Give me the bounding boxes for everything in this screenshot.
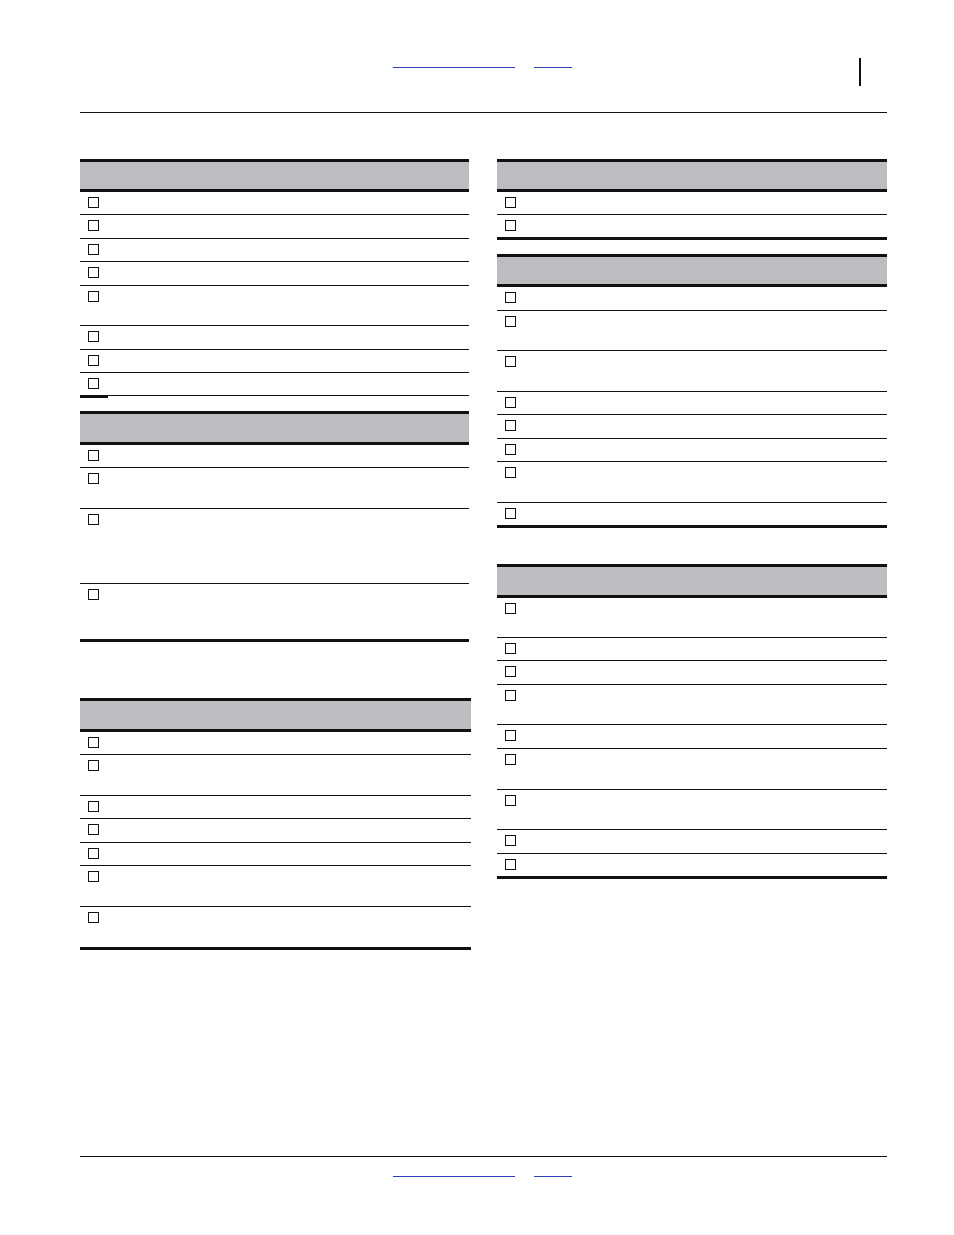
footer-link-2[interactable] <box>534 1176 572 1177</box>
checkbox[interactable] <box>88 450 99 461</box>
checklist-row <box>497 351 887 392</box>
checklist-row <box>80 326 469 350</box>
header-link-1[interactable] <box>393 67 515 68</box>
checklist-row <box>497 462 887 503</box>
checkbox[interactable] <box>88 473 99 484</box>
checklist-row <box>497 749 887 790</box>
checkbox[interactable] <box>505 508 516 519</box>
checklist-row <box>80 445 469 468</box>
checklist-row <box>80 373 469 396</box>
checklist-row <box>497 503 887 528</box>
checkbox[interactable] <box>88 801 99 812</box>
footer-rule <box>80 1156 887 1157</box>
checkbox[interactable] <box>505 754 516 765</box>
header-rule <box>80 112 887 113</box>
checkbox[interactable] <box>505 666 516 677</box>
checklist-row <box>80 755 471 796</box>
checkbox[interactable] <box>88 267 99 278</box>
checkbox[interactable] <box>505 690 516 701</box>
checklist-row <box>80 350 469 373</box>
checkbox[interactable] <box>88 912 99 923</box>
checkbox[interactable] <box>88 848 99 859</box>
checkbox[interactable] <box>88 737 99 748</box>
checkbox[interactable] <box>505 643 516 654</box>
checklist-row <box>80 468 469 509</box>
checkbox[interactable] <box>88 220 99 231</box>
checkbox[interactable] <box>505 859 516 870</box>
checkbox[interactable] <box>88 197 99 208</box>
section-header <box>80 411 469 445</box>
section-header <box>80 159 469 192</box>
checkbox[interactable] <box>88 244 99 255</box>
checklist-section-a <box>80 159 469 396</box>
checkbox[interactable] <box>88 514 99 525</box>
checklist-row <box>497 638 887 661</box>
checkbox[interactable] <box>505 795 516 806</box>
checkbox[interactable] <box>88 378 99 389</box>
checkbox[interactable] <box>88 331 99 342</box>
checkbox[interactable] <box>88 291 99 302</box>
checklist-row <box>80 215 469 239</box>
checklist-row <box>80 286 469 326</box>
footer-link-1[interactable] <box>393 1176 515 1177</box>
checklist-row <box>80 509 469 584</box>
section-end-mark <box>80 396 108 398</box>
checkbox[interactable] <box>505 444 516 455</box>
checklist-row <box>497 725 887 749</box>
checkbox[interactable] <box>505 420 516 431</box>
checklist-row <box>497 311 887 351</box>
checklist-row <box>497 830 887 854</box>
checklist-row <box>497 439 887 462</box>
section-header <box>497 564 887 598</box>
checklist-row <box>497 415 887 439</box>
checklist-row <box>497 392 887 415</box>
checkbox[interactable] <box>505 467 516 478</box>
checklist-row <box>80 192 469 215</box>
checklist-row <box>497 598 887 638</box>
checkbox[interactable] <box>88 355 99 366</box>
checklist-row <box>497 854 887 879</box>
checkbox[interactable] <box>505 292 516 303</box>
checklist-row <box>80 843 471 866</box>
checklist-row <box>497 685 887 725</box>
checkbox[interactable] <box>505 730 516 741</box>
checkbox[interactable] <box>88 824 99 835</box>
header-change-bar <box>859 58 861 86</box>
checklist-row <box>80 584 469 642</box>
checklist-row <box>80 262 469 286</box>
checkbox[interactable] <box>505 316 516 327</box>
checklist-row <box>497 215 887 240</box>
checklist-row <box>497 192 887 215</box>
section-header <box>497 254 887 287</box>
checkbox[interactable] <box>88 760 99 771</box>
checklist-row <box>497 790 887 830</box>
checklist-row <box>80 796 471 819</box>
checkbox[interactable] <box>505 603 516 614</box>
checkbox[interactable] <box>505 835 516 846</box>
checklist-section-c <box>80 698 471 950</box>
checkbox[interactable] <box>505 397 516 408</box>
checklist-section-d <box>497 159 887 240</box>
checkbox[interactable] <box>88 589 99 600</box>
checklist-row <box>80 866 471 907</box>
checkbox[interactable] <box>505 356 516 367</box>
checklist-row <box>497 661 887 685</box>
section-header <box>80 698 471 732</box>
checkbox[interactable] <box>505 197 516 208</box>
checklist-row <box>80 819 471 843</box>
checkbox[interactable] <box>88 871 99 882</box>
header-link-2[interactable] <box>534 67 572 68</box>
checkbox[interactable] <box>505 220 516 231</box>
checklist-section-b <box>80 411 469 642</box>
section-header <box>497 159 887 192</box>
checklist-row <box>80 907 471 950</box>
checklist-section-e <box>497 254 887 528</box>
checklist-row <box>497 287 887 311</box>
checklist-row <box>80 239 469 262</box>
checklist-row <box>80 732 471 755</box>
checklist-section-f <box>497 564 887 879</box>
